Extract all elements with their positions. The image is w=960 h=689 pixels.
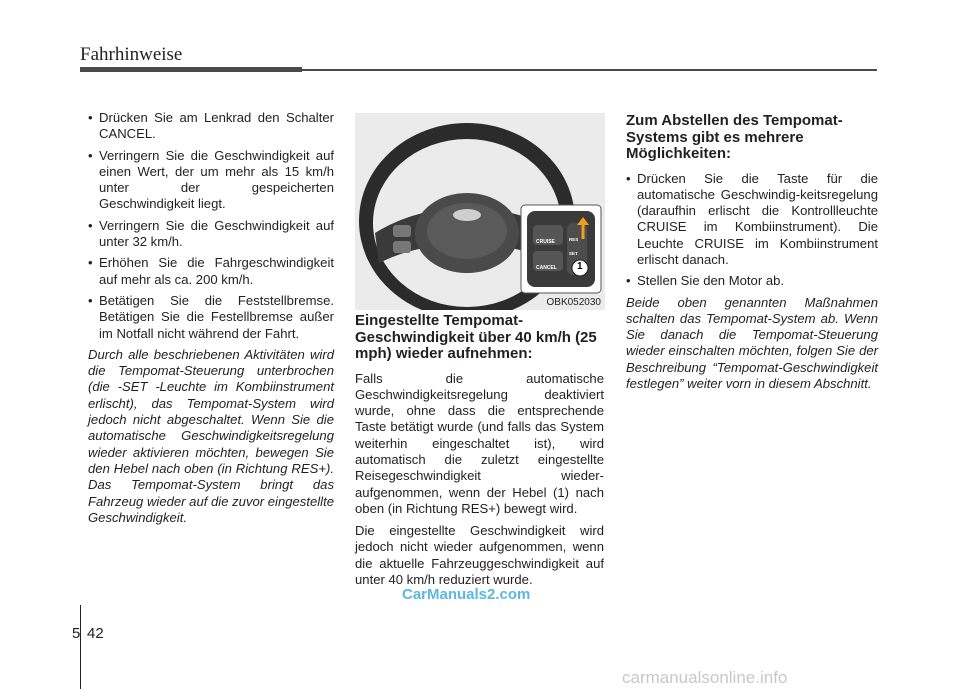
button-label-res: RES xyxy=(569,237,579,242)
steering-wheel-figure xyxy=(355,113,605,310)
footer-divider xyxy=(80,605,81,689)
header-bar xyxy=(80,67,302,72)
list-item: • Verringern Sie die Geschwindigkeit auf unter 32 km/h. xyxy=(88,218,334,251)
note-paragraph: Beide oben genannten Maßnahmen schalten das Tempomat-System ab. Wenn Sie danach die Tempomat-Steuerung wieder einschalten möchten, folgen Sie der Beschreibung “Tempomat-Geschwindigkeit festlegen” weiter vorn in diesem Abschnitt. xyxy=(626,294,878,392)
column-2 xyxy=(355,313,604,594)
list-item: • Drücken Sie die Taste für die automatische Geschwindig-keitsregelung (daraufhin erlischt die Kontrollleuchte CRUISE im Kombiinstrument). Die Leuchte CRUISE im Kombiinstrument erlischt danach. xyxy=(626,171,878,269)
list-item: • Drücken Sie am Lenkrad den Schalter CANCEL. xyxy=(88,110,334,143)
body-paragraph: Falls die automatische Geschwindigkeitsregelung deaktiviert wurde, ohne dass die entsprechende Taste betätigt wurde (und falls das System weiterhin eingeschaltet ist), wird automatisch die zuletzt eingestellte Reisegeschwindigkeit wieder-aufgenommen, wenn der Hebel (1) nach oben (in Richtung RES+) bewegt wird. xyxy=(355,370,604,516)
header-rule xyxy=(302,69,877,71)
list-item: • Betätigen Sie die Feststellbremse. Betätigen Sie die Festellbremse außer im Notfall nicht während der Fahrt. xyxy=(88,293,334,342)
section-title: Fahrhinweise xyxy=(80,44,183,65)
figure-code: OBK052030 xyxy=(546,297,601,308)
page-number: 42 xyxy=(87,625,104,642)
switch-off-heading: Zum Abstellen des Tempomat-Systems gibt es mehrere Möglichkeiten: xyxy=(626,112,843,162)
body-paragraph: Die eingestellte Geschwindigkeit wird jedoch nicht wieder aufgenommen, wenn die aktuelle Fahrzeuggeschwindigkeit auf unter 40 km/h reduziert wurde. xyxy=(355,523,604,588)
resume-speed-heading: Eingestellte Tempomat-Geschwindigkeit über 40 km/h (25 mph) wieder aufnehmen: xyxy=(355,312,597,362)
button-label-cruise: CRUISE xyxy=(536,239,555,245)
column-3 xyxy=(626,113,878,392)
button-label-cancel: CANCEL xyxy=(536,265,557,271)
switch-off-list xyxy=(626,171,878,290)
stop-conditions-list xyxy=(88,110,334,342)
footer-site-link[interactable]: carmanualsonline.info xyxy=(622,668,788,687)
callout-number: 1 xyxy=(577,261,583,272)
note-paragraph: Durch alle beschriebenen Aktivitäten wird die Tempomat-Steuerung unterbrochen (die -SET -Leuchte im Kombiinstrument erlischt), das Tempomat-System wird jedoch nicht abgeschaltet. Wenn Sie die automatische Geschwindigkeitsregelung wieder aktivieren möchten, bewegen Sie den Hebel nach oben (in Richtung RES+). Das Tempomat-System bringt das Fahrzeug wieder auf die zuvor eingestellte Geschwindigkeit. xyxy=(88,346,335,525)
section-number: 5 xyxy=(72,625,81,642)
list-item: • Verringern Sie die Geschwindigkeit auf einen Wert, der um mehr als 15 km/h unter der gespeicherten Geschwindigkeit liegt. xyxy=(88,148,334,213)
list-item: • Erhöhen Sie die Fahrgeschwindigkeit auf mehr als ca. 200 km/h. xyxy=(88,255,334,288)
column-1 xyxy=(88,110,334,526)
list-item: • Stellen Sie den Motor ab. xyxy=(626,273,878,289)
steering-wheel-illustration xyxy=(355,113,605,310)
button-label-set: SET xyxy=(569,251,578,256)
watermark-link[interactable]: CarManuals2.com xyxy=(402,586,531,603)
